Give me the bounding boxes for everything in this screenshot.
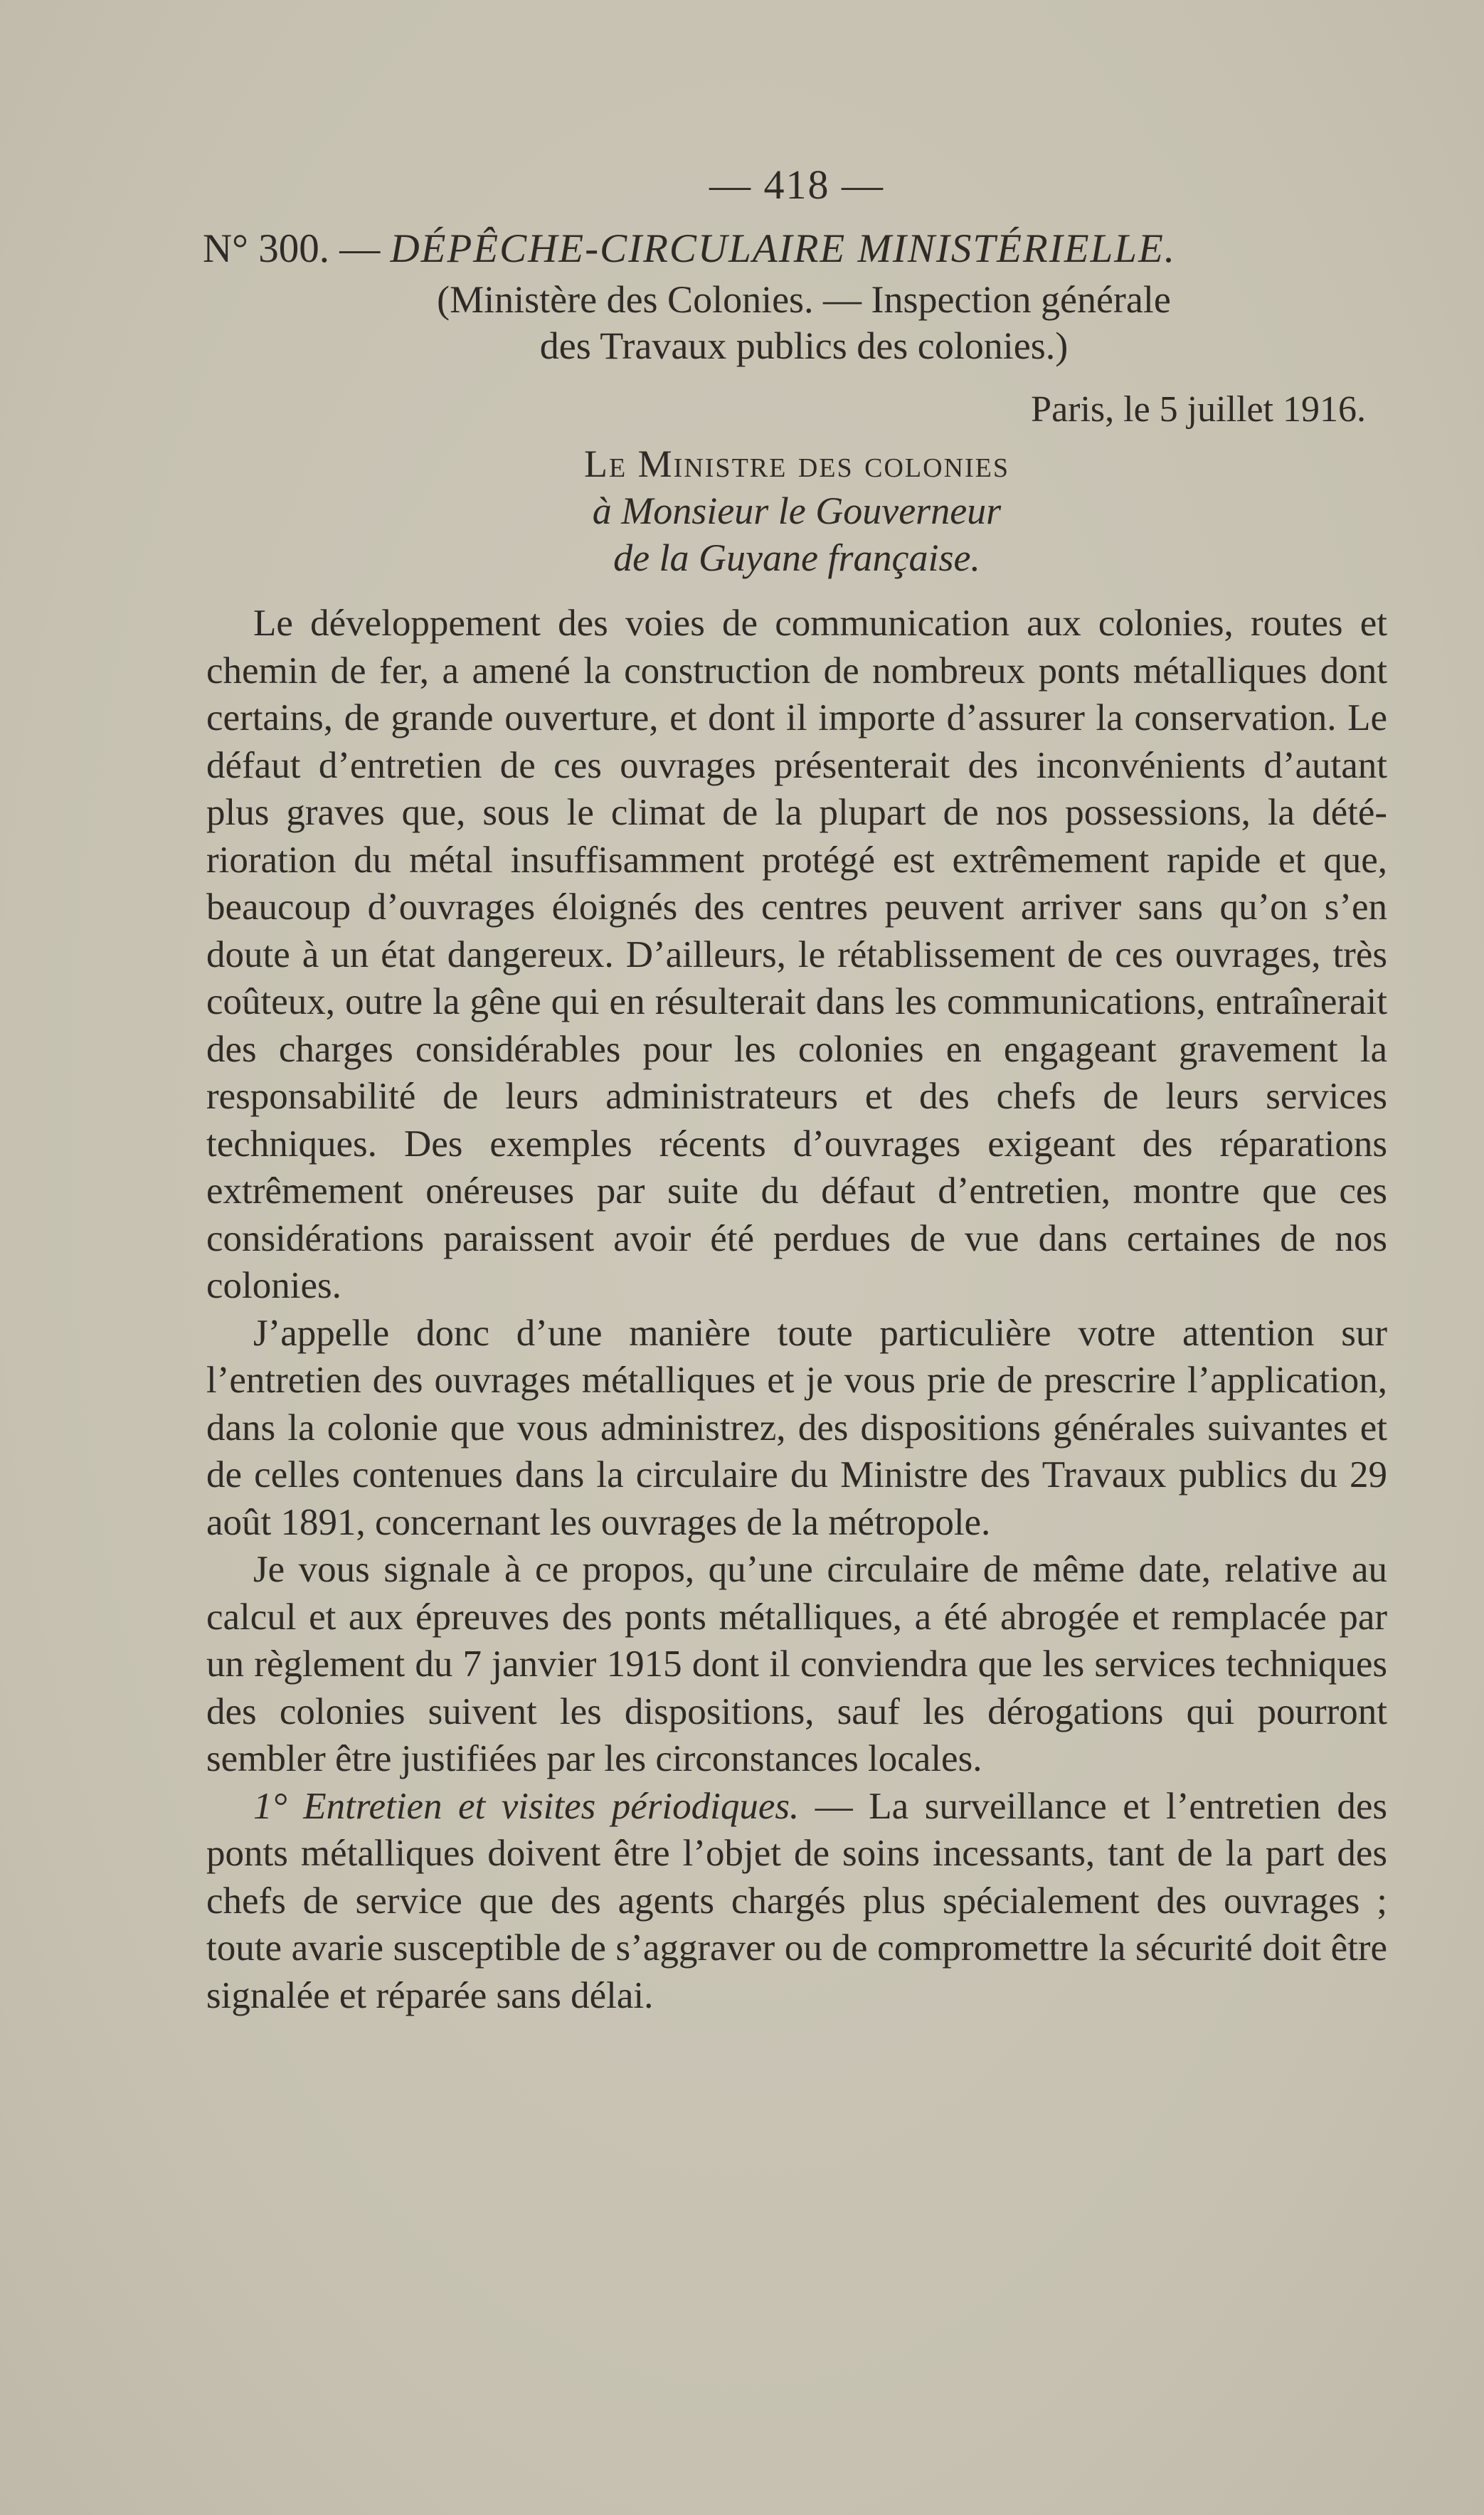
paragraph-3: Je vous signale à ce propos, qu’une circulaire de même date, relative au calcul et aux épreuves des ponts métalliques, a été abrogée et remplacée par un règlement du 7 janvier 1915 dont il conviendra que les services techniques des colonies suivent les dispositions, sauf les dérogations qui pourront sembler être justifiées par les circonstances locales. bbox=[206, 1549, 1387, 1779]
ministry-line-1: (Ministère des Colonies. — Inspection générale bbox=[437, 278, 1171, 321]
dispatch-number: N° 300. bbox=[203, 226, 329, 271]
dispatch-title: DÉPÊCHE-CIRCULAIRE MINISTÉRIELLE. bbox=[390, 226, 1177, 271]
section-paragraph bbox=[206, 1783, 1387, 2020]
address-line-1 bbox=[206, 440, 1387, 534]
ministry-note bbox=[206, 277, 1387, 369]
section-text: — La surveillance et l’entretien des ponts métalliques doivent être l’objet de soins incessants, tant de la part des chefs de service que des agents chargés plus spécialement des ouvrages ; toute avarie susceptible de s’aggraver ou de compromettre la sécurité doit être signalée et réparée sans délai. bbox=[206, 1785, 1387, 2016]
address-block bbox=[206, 440, 1387, 581]
letter-body bbox=[206, 600, 1387, 2019]
address-sender: Le Ministre des colonies bbox=[583, 443, 1010, 485]
ministry-line-2: des Travaux publics des colonies.) bbox=[539, 324, 1069, 367]
page-content bbox=[203, 146, 1387, 2019]
paragraph-2: J’appelle donc d’une manière toute particulière votre attention sur l’entretien des ouvrages métalliques et je vous prie de prescrire l’application, dans la colonie que vous administrez, des dispositions générales suivantes et de celles contenues dans la circulaire du Ministre des Travaux publics du 29 août 1891, concernant les ouvrages de la métropole. bbox=[206, 1312, 1387, 1543]
address-line-2: de la Guyane française. bbox=[613, 536, 980, 579]
dispatch-dash: — bbox=[329, 226, 391, 271]
paragraph-1: Le développement des voies de communication aux colonies, routes et chemin de fer, a amené la construction de nombreux ponts métalliques dont certains, de grande ouverture, et dont il importe d’assurer la conservation. Le défaut d’entretien de ces ouvrages présenterait des inconvénients d’autant plus graves que, sous le climat de la plupart de nos possessions, la détérioration du métal insuffisamment protégé est extrêmement rapide et que, beaucoup d’ouvrages éloignés des centres peuvent arriver sans qu’on s’en doute à un état dangereux. D’ailleurs, le rétablissement de ces ouvrages, très coûteux, outre la gêne qui en résulterait dans les communications, entraînerait des charges considérables pour les colonies en engageant gravement la responsabilité de leurs administrateurs et des chefs de leurs services techniques. Des exemples récents d’ouvrages exigeant des réparations extrêmement onéreuses par suite du défaut d’entretien, montre que ces considérations paraissent avoir été perdues de vue dans certaines de nos colonies. bbox=[206, 603, 1387, 1306]
date-line: Paris, le 5 juillet 1916. bbox=[1031, 389, 1366, 430]
dispatch-heading bbox=[203, 224, 1387, 274]
section-heading: 1° Entretien et visites périodiques. bbox=[253, 1785, 800, 1827]
address-recipient: à Monsieur le Gouverneur bbox=[592, 489, 1002, 532]
page-number: — 418 — bbox=[709, 162, 884, 208]
